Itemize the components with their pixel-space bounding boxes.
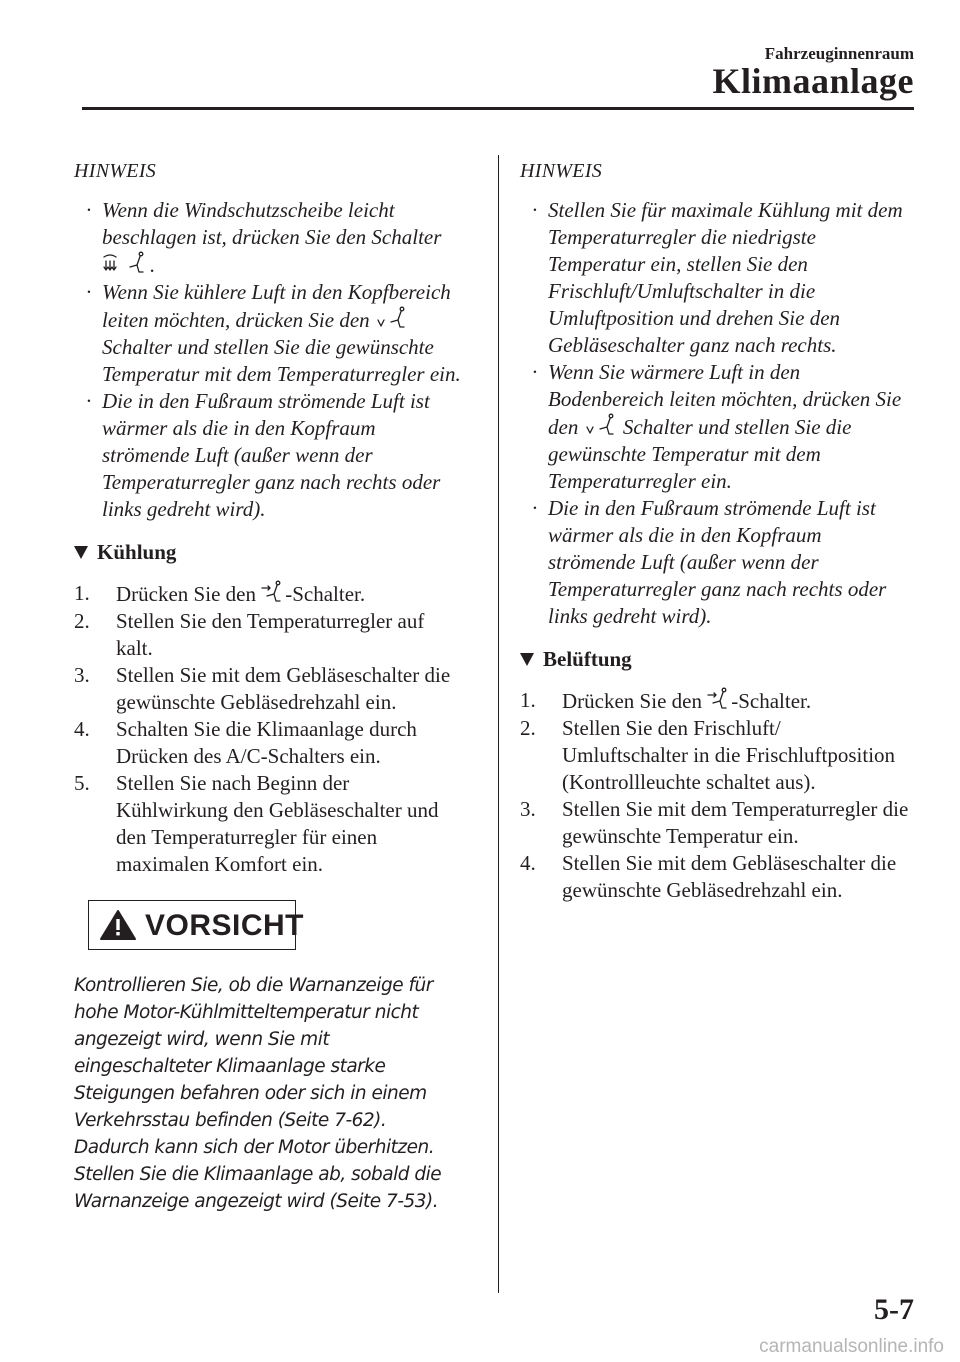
note-list — [74, 197, 464, 523]
item-text: Die in den Fußraum strömende Luft ist wärmer als die in den Kopfraum strömende Luft (außer wenn der Temperaturregler ganz nach rechts oder links gedreht wird). — [102, 389, 441, 521]
step-number: 1. — [520, 688, 536, 712]
cooling-steps — [74, 580, 464, 878]
page-title: Klimaanlage — [712, 61, 914, 101]
item-text: Stellen Sie für maximale Kühlung mit dem Temperaturregler die niedrigste Temperatur ein, stellen Sie den Frischluft/Umluftschalter in die Umluftposition und drehen Sie den Gebläseschalter ganz nach rechts. — [548, 198, 903, 357]
note-heading: HINWEIS — [74, 160, 157, 182]
step-number: 2. — [520, 716, 536, 740]
left-column — [74, 158, 464, 1215]
step-item — [74, 580, 464, 608]
bullet-icon: · — [86, 280, 92, 304]
step-number: 4. — [520, 851, 536, 875]
step-number: 3. — [74, 663, 90, 687]
note-list — [520, 197, 910, 630]
right-column — [520, 158, 910, 904]
warning-text: Kontrollieren Sie, ob die Warnanzeige für hohe Motor-Kühlmitteltemperatur nicht angezeigt wird, wenn Sie mit eingeschalteter Klimaanlage starke Steigungen befahren oder sich in einem Verkehrsstau befinden (Seite 7-62). Dadurch kann sich der Motor überhitzen. Stellen Sie die Klimaanlage ab, sobald die Warnanzeige angezeigt wird (Seite 7-53). — [74, 975, 442, 1212]
item-text: Stellen Sie mit dem Temperaturregler die gewünschte Temperatur ein. — [562, 797, 909, 848]
note-item — [520, 359, 910, 495]
step-number: 2. — [74, 609, 90, 633]
triangle-marker-icon — [520, 653, 534, 666]
note-heading: HINWEIS — [520, 160, 603, 182]
note-item — [520, 197, 910, 359]
ventilation-steps — [520, 687, 910, 904]
item-text: Drücken Sie den — [116, 582, 256, 606]
vent-floor-icon — [375, 306, 409, 330]
bullet-icon: · — [86, 389, 92, 413]
page-number: 5-7 — [874, 1293, 914, 1326]
defrost-icon — [102, 251, 150, 275]
vent-face-icon — [261, 580, 285, 604]
note-item — [74, 279, 464, 388]
step-number: 4. — [74, 717, 90, 741]
note-item — [74, 388, 464, 523]
step-item — [74, 662, 464, 716]
item-text: Schalten Sie die Klimaanlage durch Drücken des A/C-Schalters ein. — [116, 717, 417, 768]
item-text: Stellen Sie den Temperaturregler auf kalt. — [116, 609, 425, 660]
item-text: -Schalter. — [731, 689, 812, 713]
item-text: Wenn die Windschutzscheibe leicht beschlagen ist, drücken Sie den Schalter — [102, 198, 442, 249]
step-item — [520, 850, 910, 904]
vent-face-icon — [707, 687, 731, 711]
step-number: 5. — [74, 771, 90, 795]
section-heading-ventilation — [520, 646, 910, 673]
item-text: Wenn Sie kühlere Luft in den Kopfbereich leiten möchten, drücken Sie den — [102, 280, 451, 332]
note-item — [74, 197, 464, 279]
step-item — [74, 716, 464, 770]
section-heading-cooling — [74, 539, 464, 566]
column-divider — [498, 155, 499, 1293]
step-item — [74, 608, 464, 662]
item-text: Stellen Sie mit dem Gebläseschalter die gewünschte Gebläsedrehzahl ein. — [116, 663, 451, 714]
section-heading-text: Belüftung — [543, 647, 632, 671]
item-text: Schalter und stellen Sie die gewünschte Temperatur mit dem Temperaturregler ein. — [102, 335, 461, 386]
step-item — [520, 687, 910, 715]
step-number: 3. — [520, 797, 536, 821]
step-number: 1. — [74, 581, 90, 605]
item-text: Drücken Sie den — [562, 689, 702, 713]
section-heading-text: Kühlung — [97, 540, 177, 564]
watermark: carmanualsonline.info — [759, 1336, 944, 1357]
item-text: Wenn Sie wärmere Luft in den Bodenbereich leiten möchten, drücken Sie den — [548, 360, 902, 439]
step-item — [74, 770, 464, 878]
step-item — [520, 796, 910, 850]
item-text: Schalter und stellen Sie die gewünschte Temperatur mit dem Temperaturregler ein. — [548, 415, 852, 493]
header-rule — [82, 107, 914, 110]
warning-box — [88, 900, 305, 950]
bullet-icon: · — [532, 360, 538, 384]
triangle-marker-icon — [74, 546, 88, 559]
item-text: Stellen Sie nach Beginn der Kühlwirkung den Gebläseschalter und den Temperaturregler für einen maximalen Komfort ein. — [116, 771, 439, 876]
warning-label: VORSICHT — [145, 908, 305, 942]
note-item — [520, 495, 910, 630]
item-text: . — [150, 253, 156, 277]
warning-triangle-icon — [99, 909, 137, 941]
item-text: -Schalter. — [285, 582, 366, 606]
item-text: Stellen Sie mit dem Gebläseschalter die gewünschte Gebläsedrehzahl ein. — [562, 851, 897, 902]
item-text: Stellen Sie den Frischluft/ Umluftschalter in die Frischluftposition (Kontrollleuchte schaltet aus). — [562, 716, 896, 794]
step-item — [520, 715, 910, 796]
item-text: Die in den Fußraum strömende Luft ist wärmer als die in den Kopfraum strömende Luft (außer wenn der Temperaturregler ganz nach rechts oder links gedreht wird). — [548, 496, 887, 628]
vent-floor-icon — [584, 413, 618, 437]
bullet-icon: · — [532, 198, 538, 222]
bullet-icon: · — [532, 496, 538, 520]
section-label: Fahrzeuginnenraum — [764, 44, 914, 63]
bullet-icon: · — [86, 198, 92, 222]
